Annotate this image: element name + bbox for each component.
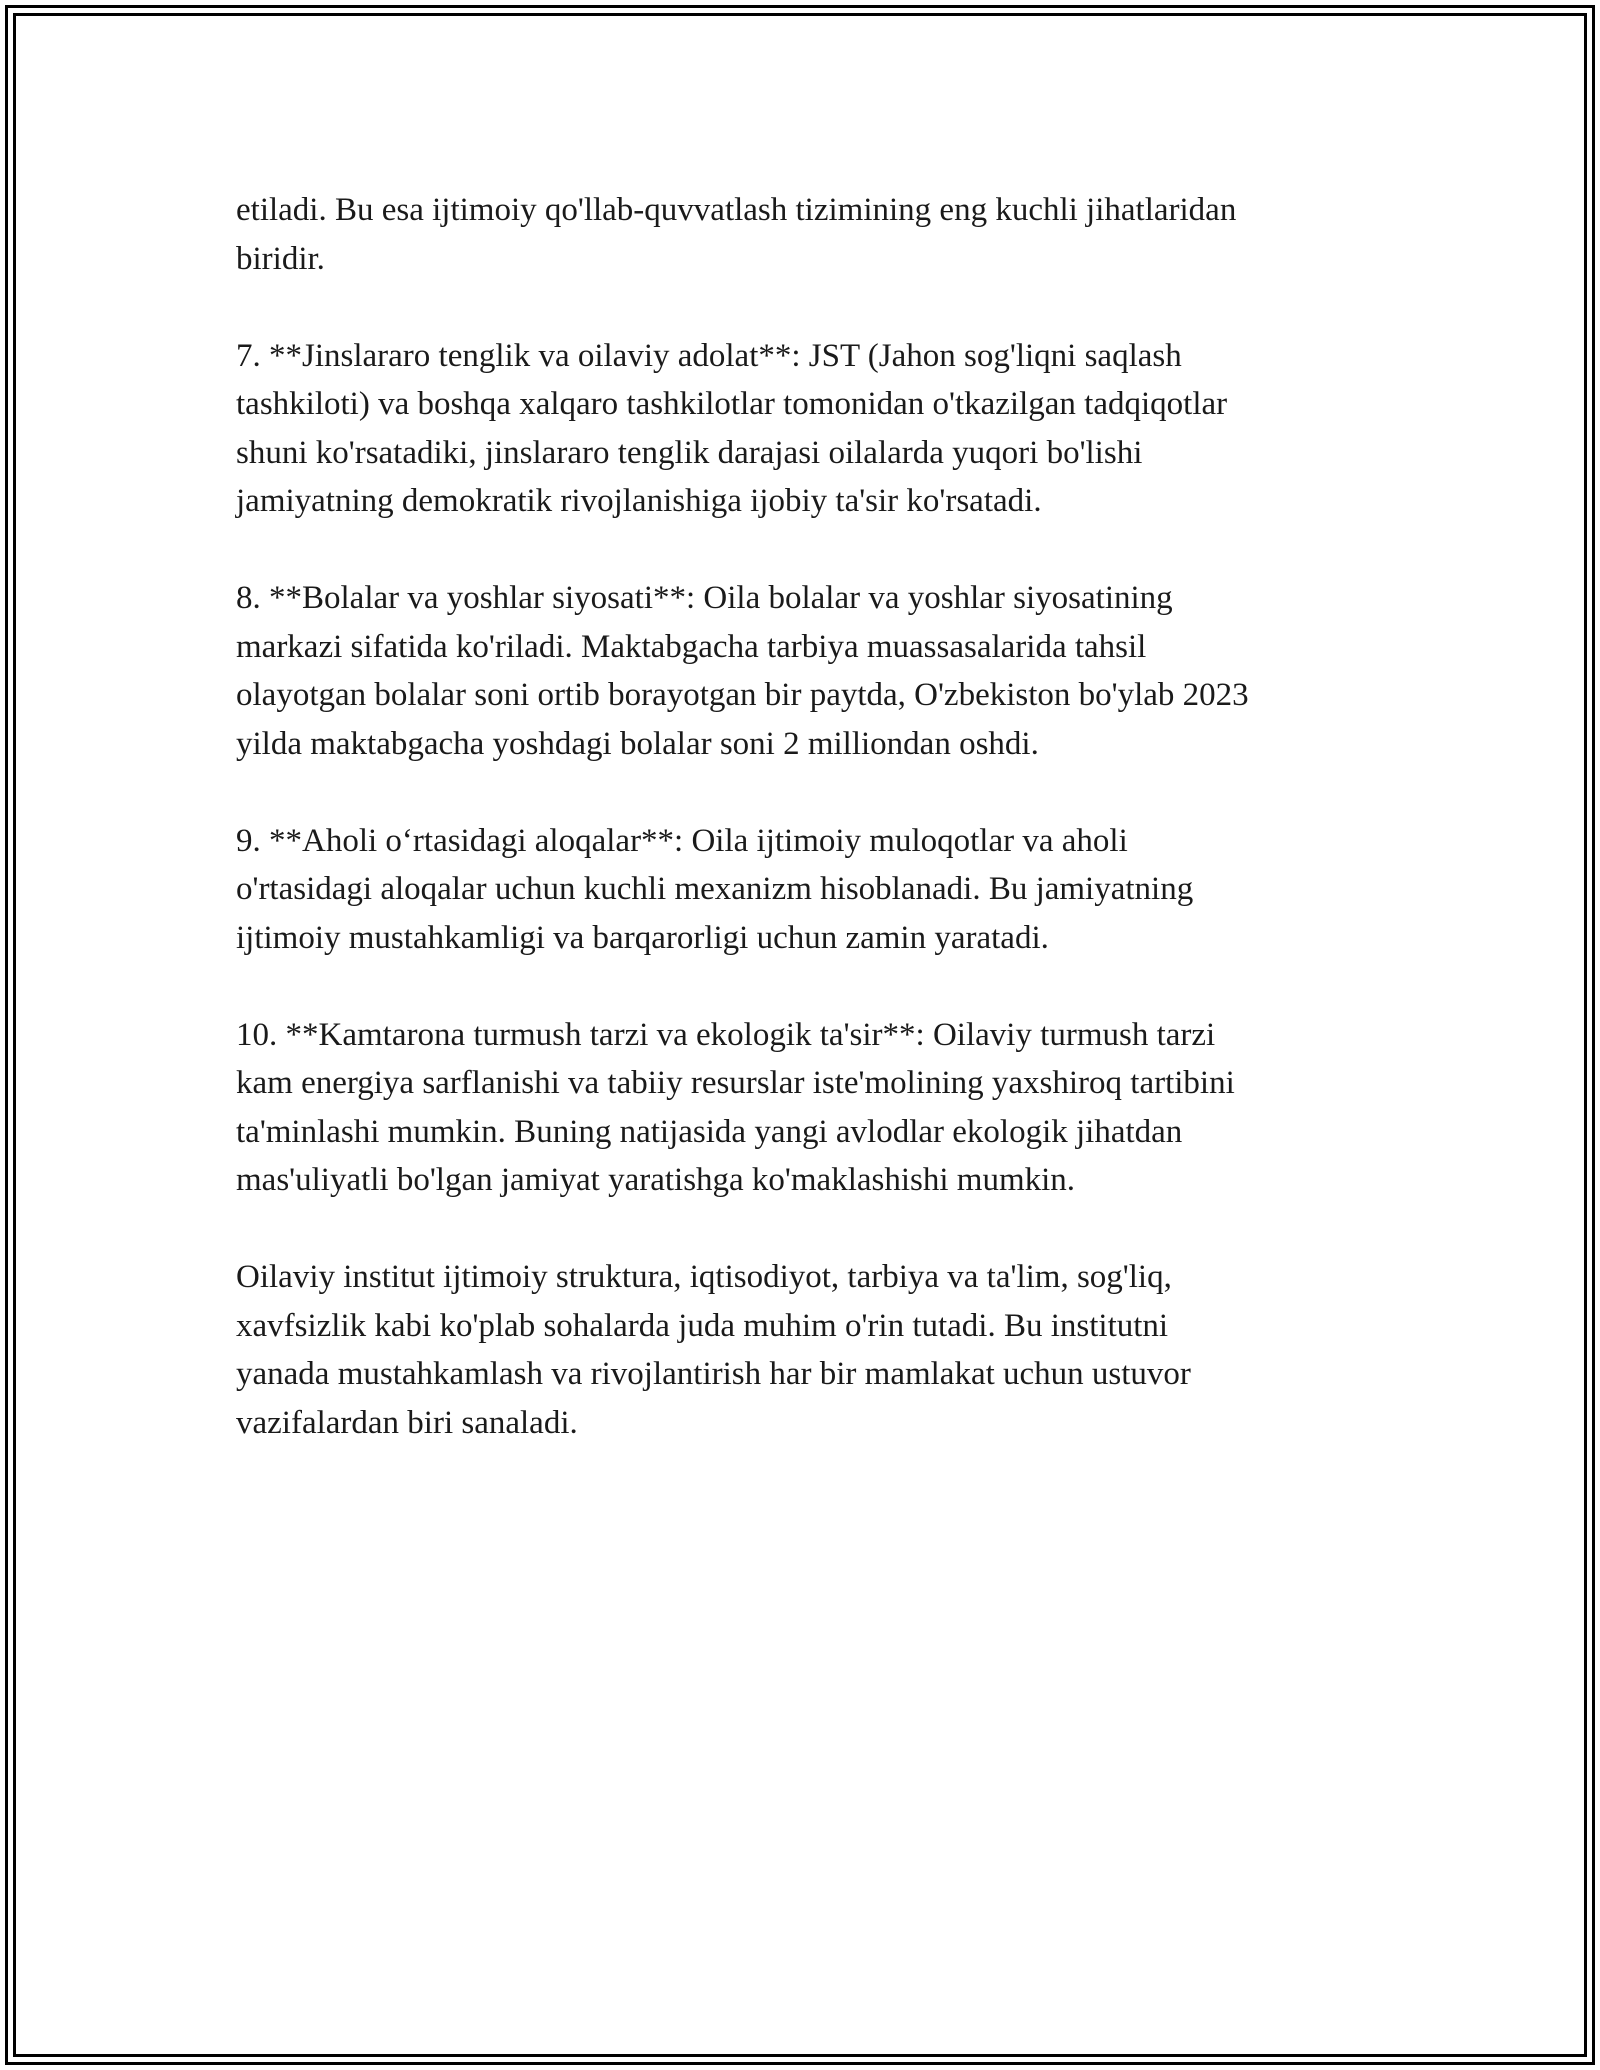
paragraph-item-7: 7. **Jinslararo tenglik va oilaviy adolat**: JST (Jahon sog'liqni saqlash tashkiloti) va boshqa xalqaro tashkilotlar tomonidan o'tkazilgan tadqiqotlar shuni ko'rsatadiki, jinslararo tenglik darajasi oilalarda yuqori bo'lishi jamiyatning demokratik rivojlanishiga ijobiy ta'sir ko'rsatadi.: [236, 337, 1228, 519]
paragraph-conclusion: Oilaviy institut ijtimoiy struktura, iqtisodiyot, tarbiya va ta'lim, sog'liq, xavfsizlik kabi ko'plab sohalarda juda muhim o'rin tutadi. Bu institutni yanada mustahkamlash va rivojlantirish har bir mamlakat uchun ustuvor vazifalardan biri sanaladi.: [236, 1259, 1191, 1441]
paragraph-item-8: 8. **Bolalar va yoshlar siyosati**: Oila bolalar va yoshlar siyosatining markazi sifatida ko'riladi. Maktabgacha tarbiya muassasalarida tahsil olayotgan bolalar soni ortib borayotgan bir paytda, O'zbekiston bo'ylab 2023 yilda maktabgacha yoshdagi bolalar soni 2 milliondan oshdi.: [236, 580, 1249, 762]
paragraph-item-9: 9. **Aholi o‘rtasidagi aloqalar**: Oila ijtimoiy muloqotlar va aholi o'rtasidagi aloqalar uchun kuchli mexanizm hisoblanadi. Bu jamiyatning ijtimoiy mustahkamligi va barqarorligi uchun zamin yaratadi.: [236, 822, 1194, 956]
paragraph-item-10: 10. **Kamtarona turmush tarzi va ekologik ta'sir**: Oilaviy turmush tarzi kam energiya sarflanishi va tabiiy resurslar iste'molining yaxshiroq tartibini ta'minlashi mumkin. Buning natijasida yangi avlodlar ekologik jihatdan mas'uliyatli bo'lgan jamiyat yaratishga ko'maklashishi mumkin.: [236, 1016, 1235, 1198]
document-body: [236, 186, 1376, 1496]
paragraph-continuation: etiladi. Bu esa ijtimoiy qo'llab-quvvatlash tizimining eng kuchli jihatlaridan biridir.: [236, 192, 1237, 277]
